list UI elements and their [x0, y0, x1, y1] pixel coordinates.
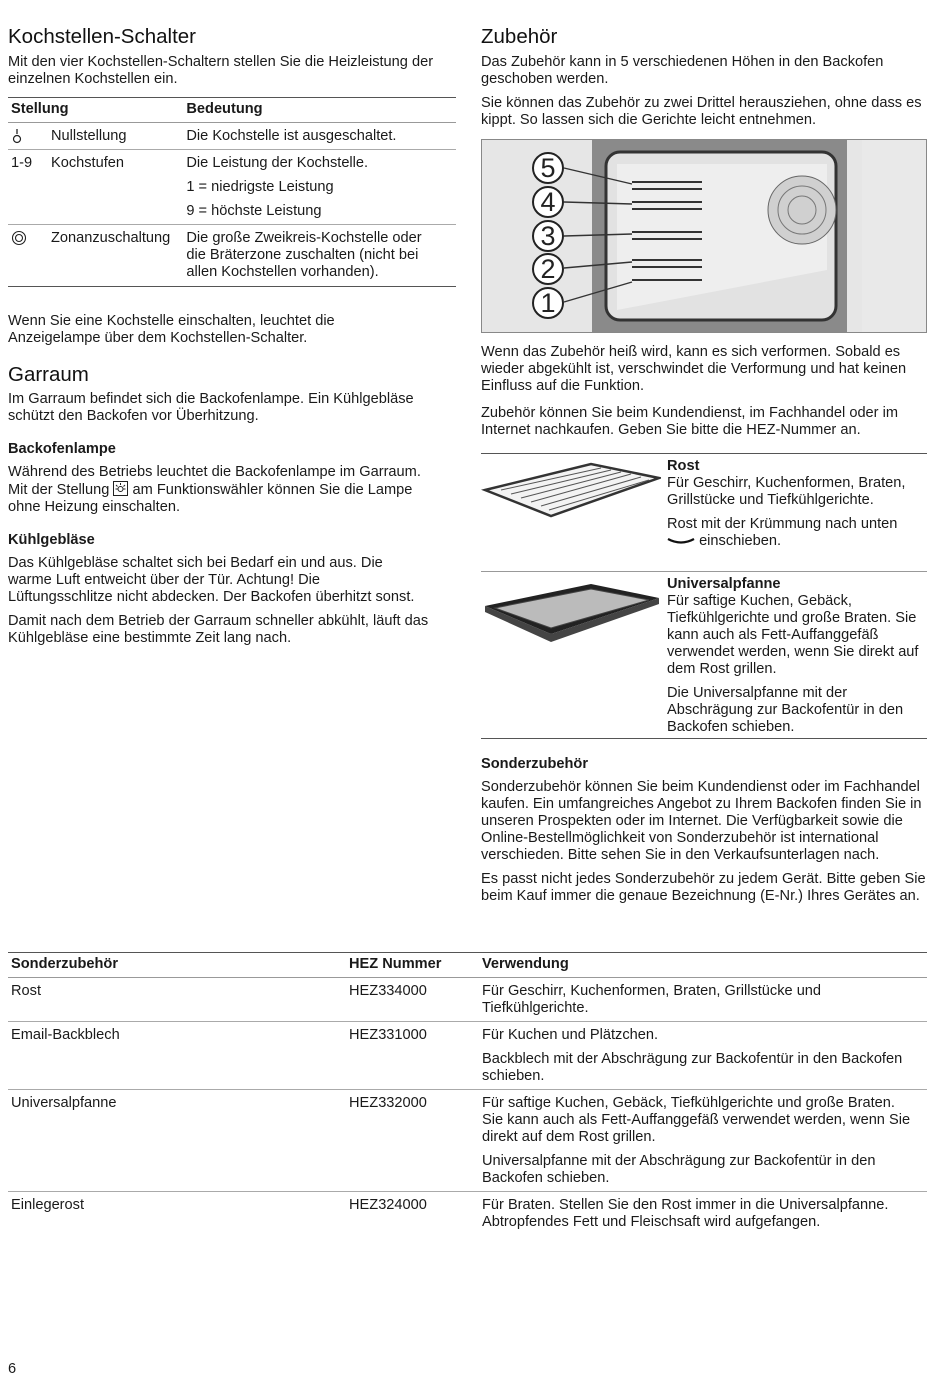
level-label: 3	[532, 220, 564, 252]
right-column	[481, 25, 927, 136]
subheading-kuehlgeblaese: Kühlgebläse	[8, 532, 95, 548]
left-column	[8, 25, 456, 95]
hez-number: HEZ324000	[349, 1197, 427, 1213]
lamp-text	[8, 464, 444, 516]
intro-text: Mit den vier Kochstellen-Schaltern stellen Sie die Heizleistung der einzelnen Kochstellen ein.	[8, 54, 434, 87]
accessory-text: Für Geschirr, Kuchenformen, Braten, Grillstücke und Tiefkühlgerichte.	[667, 475, 906, 508]
stellung-name: Kochstufen	[48, 150, 183, 225]
usage-text: Für saftige Kuchen, Gebäck, Tiefkühlgerichte und große Braten. Sie kann auch als Fett-Auffanggefäß verwendet werden, wenn Sie direkt auf dem Rost grillen.	[482, 1095, 911, 1145]
table-row	[8, 1192, 927, 1236]
garraum-text: Im Garraum befindet sich die Backofenlampe. Ein Kühlgebläse schützt den Backofen vor Überhitzung.	[8, 391, 414, 424]
subheading-sonderzubehoer: Sonderzubehör	[481, 756, 589, 772]
bedeutung-text: 1 = niedrigste Leistung	[186, 179, 334, 195]
page-number: 6	[8, 1361, 17, 1377]
usage-text: Backblech mit der Abschrägung zur Backofentür in den Backofen schieben.	[482, 1051, 903, 1084]
header-sonderzubehoer: Sonderzubehör	[8, 953, 346, 978]
usage-text: Für Braten. Stellen Sie den Rost immer in die Universalpfanne. Abtropfendes Fett und Fleischsaft wird aufgefangen.	[482, 1197, 889, 1230]
special-accessories-table	[8, 952, 927, 1235]
hez-number: HEZ332000	[346, 1090, 479, 1192]
note-b: einschieben.	[699, 533, 782, 549]
fan-text: Das Kühlgebläse schaltet sich bei Bedarf ein und aus. Die warme Luft entweicht über der Tür. Achtung! Die Lüftungsschlitze nicht abdecken. Der Backofen überhitzt sonst.	[8, 555, 415, 605]
accessory-note: Die Universalpfanne mit der Abschrägung zur Backofentür in den Backofen schieben.	[667, 685, 904, 735]
special-text-2: Es passt nicht jedes Sonderzubehör zu jedem Gerät. Bitte geben Sie beim Kauf immer die genaue Bezeichnung (E-Nr.) Ihres Gerätes an.	[481, 871, 926, 904]
accessory-name: Universalpfanne	[8, 1090, 346, 1192]
section-title-kochstellen: Kochstellen-Schalter	[8, 25, 197, 48]
oven-levels-illustration	[481, 139, 927, 333]
left-lower	[8, 313, 456, 654]
hez-number: HEZ331000	[346, 1022, 479, 1090]
header-verwendung: Verwendung	[479, 953, 927, 978]
level-label: 1	[532, 287, 564, 319]
switch-table	[8, 97, 456, 287]
usage-text: Für Kuchen und Plätzchen.	[482, 1027, 659, 1043]
usage-text: Für Geschirr, Kuchenformen, Braten, Grillstücke und Tiefkühlgerichte.	[482, 983, 822, 1016]
level-label: 4	[532, 186, 564, 218]
bedeutung-text: Die Leistung der Kochstelle.	[186, 155, 369, 171]
accessory-name: Email-Backblech	[8, 1022, 346, 1090]
level-label: 5	[532, 152, 564, 184]
table-row	[8, 225, 456, 287]
section-title-zubehoer: Zubehör	[481, 25, 558, 48]
bedeutung-text: Die Kochstelle ist ausgeschaltet.	[183, 123, 456, 150]
table-row	[8, 123, 456, 150]
accessory-note	[667, 516, 927, 550]
usage-text: Universalpfanne mit der Abschrägung zur Backofentür in den Backofen schieben.	[482, 1153, 876, 1186]
after-table-text: Wenn Sie eine Kochstelle einschalten, leuchtet die Anzeigelampe über dem Kochstellen-Schalter.	[8, 313, 335, 346]
dual-zone-icon	[11, 230, 27, 246]
zubehoer-text-2: Sie können das Zubehör zu zwei Drittel herausziehen, ohne dass es kippt. So lassen sich die Gerichte leicht entnehmen.	[481, 95, 922, 128]
level-label: 2	[532, 253, 564, 285]
bedeutung-text: Die große Zweikreis-Kochstelle oder die Bräterzone zuschalten (nicht bei allen Kochstellen vorhanden).	[186, 230, 422, 280]
accessory-name: Universalpfanne	[667, 576, 781, 592]
accessory-name: Einlegerost	[11, 1197, 85, 1213]
table-row	[8, 1022, 927, 1090]
fan-text-2: Damit nach dem Betrieb der Garraum schneller abkühlt, läuft das Kühlgebläse eine bestimmte Zeit lang nach.	[8, 613, 429, 646]
hez-number: HEZ334000	[346, 978, 479, 1022]
header-stellung: Stellung	[8, 98, 183, 123]
universal-pan-image	[481, 582, 661, 652]
special-text-1: Sonderzubehör können Sie beim Kundendienst oder im Fachhandel kaufen. Ein umfangreiches Angebot zu Ihrem Backofen finden Sie in unseren Prospekten oder im Internet. Die Verfügbarkeit sowie die Online-Bestellmöglichkeit von Sonderzubehör ist international verschieden. Bitte sehen Sie in den Verkaufsunterlagen nach.	[481, 779, 922, 863]
deformation-text: Wenn das Zubehör heiß wird, kann es sich verformen. Sobald es wieder abgekühlt ist, verschwindet die Verformung und hat keinen Einfluss auf die Funktion.	[481, 344, 907, 394]
header-bedeutung: Bedeutung	[183, 98, 456, 123]
oven-lamp-icon	[113, 481, 128, 496]
accessory-rost	[481, 454, 927, 572]
header-hez: HEZ Nummer	[346, 953, 479, 978]
accessory-name: Rost	[667, 458, 700, 474]
table-row	[8, 978, 927, 1022]
stellung-name: Zonanzuschaltung	[51, 230, 171, 246]
accessory-list	[481, 453, 927, 739]
accessory-text: Für saftige Kuchen, Gebäck, Tiefkühlgerichte und große Braten. Sie kann auch als Fett-Auffanggefäß verwendet werden, wenn Sie direkt auf dem Rost grillen.	[667, 593, 919, 677]
purchase-text: Zubehör können Sie beim Kundendienst, im Fachhandel oder im Internet nachkaufen. Geben Sie bitte die HEZ-Nummer an.	[481, 405, 898, 438]
section-title-garraum: Garraum	[8, 363, 89, 386]
table-row	[8, 1090, 927, 1192]
note-a: Rost mit der Krümmung nach unten	[667, 516, 898, 532]
wire-rack-image	[481, 458, 661, 528]
stellung-symbol: 1-9	[8, 150, 48, 225]
accessory-universalpfanne	[481, 572, 927, 738]
subheading-backofenlampe: Backofenlampe	[8, 441, 116, 457]
stellung-name: Nullstellung	[48, 123, 183, 150]
lamp-text-b: am Funktionswähler können Sie die Lampe ohne Heizung einschalten.	[8, 482, 413, 515]
special-accessories	[481, 756, 927, 912]
table-row	[8, 150, 456, 225]
zubehoer-text-1: Das Zubehör kann in 5 verschiedenen Höhen in den Backofen geschoben werden.	[481, 54, 884, 87]
accessory-name: Rost	[8, 978, 346, 1022]
right-mid	[481, 344, 927, 446]
bedeutung-text: 9 = höchste Leistung	[186, 203, 322, 219]
zero-position-icon	[11, 128, 23, 144]
curve-down-icon	[667, 536, 695, 546]
lamp-text-a: Während des Betriebs leuchtet die Backofenlampe im Garraum. Mit der Stellung	[8, 464, 421, 498]
